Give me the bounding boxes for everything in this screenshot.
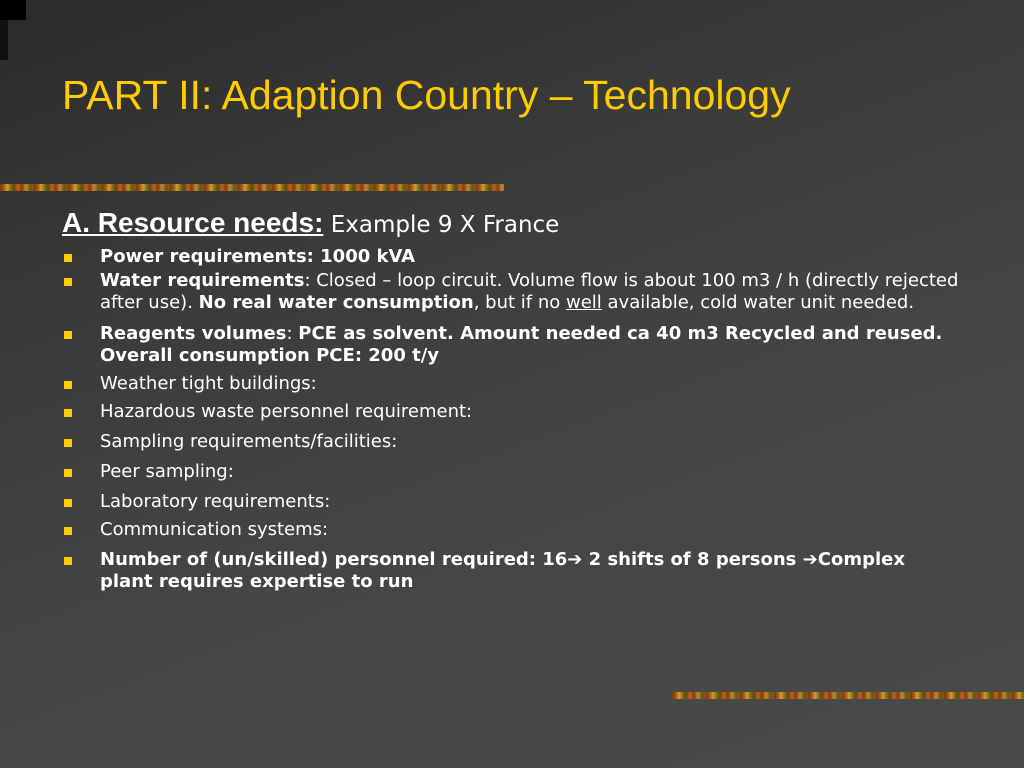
bullet-laboratory-text: Laboratory requirements:: [100, 491, 331, 512]
bullet-hazardous-text: Hazardous waste personnel requirement:: [100, 401, 473, 422]
bullet-water-label: Water requirements: [100, 270, 305, 291]
bullet-power: [62, 246, 962, 268]
bullet-list: [62, 246, 962, 593]
bullet-water: [62, 270, 962, 314]
slide-title: PART II: Adaption Country – Technology: [62, 72, 791, 118]
bullet-reagents-text: PCE as solvent. Amount needed ca 40 m3 Recycled and reused. Overall consumption PCE: 200 t/y: [100, 323, 943, 366]
bullet-marker-icon: [64, 527, 72, 535]
bullet-peer-sampling-text: Peer sampling:: [100, 461, 234, 482]
bullet-marker-icon: [64, 557, 72, 565]
bullet-reagents: [62, 323, 962, 367]
bullet-marker-icon: [64, 409, 72, 417]
bullet-peer-sampling: [62, 461, 962, 483]
bullet-personnel-text: Number of (un/skilled) personnel required: 16➔ 2 shifts of 8 persons ➔Complex plant requires expertise to run: [100, 549, 905, 592]
bullet-sampling: [62, 431, 962, 453]
section-heading-subtitle: Example 9 X France: [323, 212, 560, 238]
bullet-weather: [62, 373, 962, 395]
bullet-marker-icon: [64, 381, 72, 389]
bullet-marker-icon: [64, 254, 72, 262]
bullet-reagents-sep: :: [286, 323, 299, 344]
bullet-personnel: [62, 549, 962, 593]
bullet-marker-icon: [64, 331, 72, 339]
bullet-sampling-text: Sampling requirements/facilities:: [100, 431, 398, 452]
section-heading: [62, 207, 559, 239]
bullet-water-text-3: available, cold water unit needed.: [601, 292, 915, 313]
bullet-marker-icon: [64, 439, 72, 447]
corner-decoration-strip: [0, 20, 8, 60]
corner-decoration: [0, 0, 26, 20]
bullet-marker-icon: [64, 469, 72, 477]
bullet-water-text: : Closed – loop circuit. Volume flow is about 100 m3 / h (directly rejected after use).: [100, 270, 959, 313]
decorative-stripe-top: [0, 184, 504, 191]
decorative-stripe-bottom: [672, 692, 1024, 699]
bullet-communication: [62, 519, 962, 541]
bullet-laboratory: [62, 491, 962, 513]
bullet-water-emphasis: No real water consumption: [198, 292, 474, 313]
bullet-weather-text: Weather tight buildings:: [100, 373, 317, 394]
bullet-communication-text: Communication systems:: [100, 519, 329, 540]
bullet-power-text: Power requirements: 1000 kVA: [100, 246, 416, 267]
bullet-marker-icon: [64, 499, 72, 507]
bullet-water-text-2: , but if no: [473, 292, 566, 313]
section-heading-label: A. Resource needs:: [62, 207, 324, 238]
bullet-marker-icon: [64, 278, 72, 286]
bullet-reagents-label: Reagents volumes: [100, 323, 287, 344]
bullet-water-underlined: well: [565, 292, 602, 313]
bullet-hazardous: [62, 401, 962, 423]
